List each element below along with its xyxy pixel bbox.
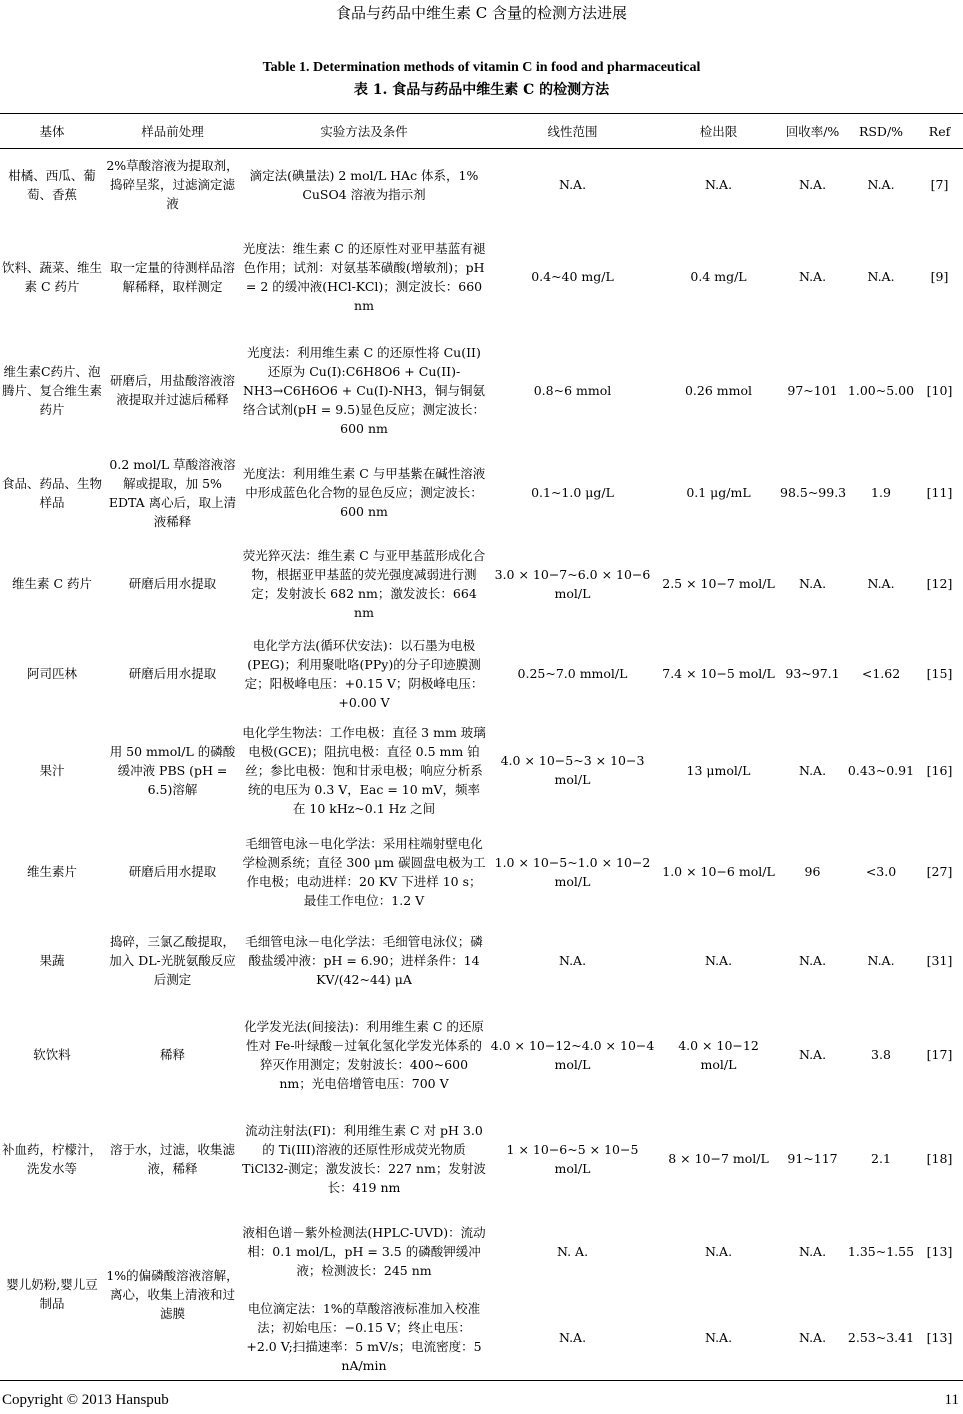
cell-method: 光度法：维生素 C 的还原性对亚甲基蓝有褪色作用；试剂：对氨基苯磺酸(增敏剂)；pH = 2 的缓冲液(HCl-KCl)；测定波长：660 nm xyxy=(242,240,486,313)
cell-rsd: 1.00~5.00 xyxy=(847,382,915,398)
column-header: 回收率/% xyxy=(779,114,846,149)
cell-linear-range: 4.0 × 10−12~4.0 × 10−4 mol/L xyxy=(490,1037,655,1072)
cell-matrix: 软饮料 xyxy=(33,1047,71,1062)
cell-rsd: N.A. xyxy=(867,953,895,968)
cell-detection-limit: 0.1 μg/mL xyxy=(686,485,751,500)
cell-detection-limit: 0.26 mmol xyxy=(684,382,753,398)
cell-rsd: N.A. xyxy=(867,177,895,193)
cell-rsd: <1.62 xyxy=(861,666,901,681)
cell-rsd: N.A. xyxy=(867,576,895,591)
cell-matrix: 果蔬 xyxy=(39,953,65,968)
column-header: 实验方法及条件 xyxy=(241,114,487,149)
cell-ref: [15] xyxy=(926,666,953,681)
cell-detection-limit: 1.0 × 10−6 mol/L xyxy=(662,864,775,879)
table-row xyxy=(0,921,963,1001)
cell-matrix: 柑橘、西瓜、葡萄、香蕉 xyxy=(8,167,96,202)
cell-recovery: N.A. xyxy=(798,269,827,284)
cell-ref: [13] xyxy=(926,1244,953,1259)
table-header-row xyxy=(0,114,963,149)
cell-linear-range: 0.1~1.0 μg/L xyxy=(531,485,614,500)
cell-ref: [31] xyxy=(926,953,953,968)
table-row xyxy=(0,1001,963,1109)
cell-rsd: 1.9 xyxy=(871,485,891,500)
cell-method: 滴定法(碘量法) 2 mol/L HAc 体系，1% CuSO4 溶液为指示剂 xyxy=(249,167,479,202)
cell-method: 荧光猝灭法：维生素 C 与亚甲基蓝形成化合物，根据亚甲基蓝的荧光强度减弱进行测定；发射波长 682 nm；激发波长：664 nm xyxy=(242,547,486,620)
cell-ref: [9] xyxy=(930,269,949,284)
cell-ref: [7] xyxy=(930,177,949,193)
cell-recovery: 96 xyxy=(804,864,821,879)
cell-pretreatment: 溶于水，过滤，收集滤液，稀释 xyxy=(109,1141,235,1176)
cell-method: 光度法：利用维生素 C 与甲基紫在碱性溶液中形成蓝色化合物的显色反应；测定波长：600 nm xyxy=(242,466,486,519)
cell-linear-range: N.A. xyxy=(487,1295,658,1381)
cell-recovery: 97~101 xyxy=(787,382,838,398)
cell-detection-limit: 7.4 × 10−5 mol/L xyxy=(662,666,775,681)
table-row xyxy=(0,333,963,448)
cell-method: 毛细管电泳－电化学法：采用柱端射壁电化学检测系统；直径 300 μm 碳圆盘电极为工作电极；电动进样：20 KV 下进样 10 s；最佳工作电位：1.2 V xyxy=(242,835,486,908)
cell-pretreatment: 研磨后，用盐酸溶液溶液提取并过滤后稀释 xyxy=(109,373,235,407)
table-caption-zh: 表 1. 食品与药品中维生素 C 的检测方法 xyxy=(353,82,610,98)
cell-detection-limit: N.A. xyxy=(704,177,733,193)
cell-linear-range: 0.4~40 mg/L xyxy=(531,269,614,284)
cell-linear-range: 1.0 × 10−5~1.0 × 10−2 mol/L xyxy=(494,854,651,889)
cell-recovery: N.A. xyxy=(798,762,827,778)
cell-recovery: 98.5~99.3 xyxy=(780,485,847,500)
cell-method: 毛细管电泳－电化学法：毛细管电泳仪；磷酸盐缓冲液：pH = 6.90；进样条件：14 KV/(42~44) μA xyxy=(245,934,483,987)
column-header: 样品前处理 xyxy=(104,114,241,149)
table-row xyxy=(0,538,963,630)
cell-pretreatment: 研磨后用水提取 xyxy=(128,666,217,681)
cell-ref: [13] xyxy=(916,1295,963,1381)
cell-method: 液相色谱－紫外检测法(HPLC-UVD)：流动相：0.1 mol/L，pH = 3.5 的磷酸钾缓冲液；检测波长：245 nm xyxy=(242,1225,486,1278)
cell-ref: [16] xyxy=(926,762,953,778)
cell-ref: [10] xyxy=(926,382,953,398)
cell-rsd: 1.35~1.55 xyxy=(847,1244,915,1259)
cell-recovery: N.A. xyxy=(798,177,827,193)
column-header: RSD/% xyxy=(846,114,916,149)
page-header-title: 食品与药品中维生素 C 含量的检测方法进展 xyxy=(335,4,627,22)
column-header: 基体 xyxy=(0,114,104,149)
cell-matrix: 果汁 xyxy=(39,762,65,778)
footer-copyright: Copyright © 2013 Hanspub xyxy=(2,1392,169,1408)
table-row xyxy=(0,448,963,538)
cell-matrix: 饮料、蔬菜、维生素 C 药片 xyxy=(1,259,102,294)
cell-recovery: N.A. xyxy=(798,576,827,591)
column-header: 检出限 xyxy=(658,114,779,149)
cell-recovery: 91~117 xyxy=(787,1151,838,1166)
cell-rsd: 3.8 xyxy=(871,1047,891,1062)
cell-detection-limit: 0.4 mg/L xyxy=(690,269,747,284)
table-row xyxy=(0,149,963,221)
cell-recovery: N.A. xyxy=(798,1244,827,1259)
methods-table xyxy=(0,113,963,1381)
footer-page-number: 11 xyxy=(944,1392,959,1408)
cell-matrix: 食品、药品、生物样品 xyxy=(1,475,102,510)
table-row xyxy=(0,1109,963,1209)
cell-method: 流动注射法(FI)：利用维生素 C 对 pH 3.0 的 Ti(III)溶液的还原性形成荧光物质 TiCl32-测定；激发波长：227 nm；发射波长：419 nm xyxy=(242,1122,486,1195)
cell-matrix: 婴儿奶粉,婴儿豆制品 xyxy=(0,1209,104,1381)
cell-pretreatment: 稀释 xyxy=(159,1047,185,1062)
cell-method: 光度法：利用维生素 C 的还原性将 Cu(II)还原为 Cu(I):C6H8O6 + Cu(II)-NH3→C6H6O6 + Cu(I)-NH3，铜与铜氨络合试剂(pH = 9.5)显色反应；测定波长：600 nm xyxy=(242,344,486,436)
cell-detection-limit: N.A. xyxy=(658,1295,779,1381)
cell-linear-range: 3.0 × 10−7~6.0 × 10−6 mol/L xyxy=(494,566,651,601)
cell-detection-limit: 13 μmol/L xyxy=(686,762,751,778)
cell-rsd: <3.0 xyxy=(865,864,897,879)
cell-rsd: N.A. xyxy=(867,269,895,284)
cell-linear-range: 0.8~6 mmol xyxy=(533,382,612,398)
cell-method: 电位滴定法：1%的草酸溶液标准加入校准法；初始电压：−0.15 V；终止电压：+2.0 V;扫描速率：5 mV/s；电流密度：5 nA/min xyxy=(241,1295,487,1381)
cell-detection-limit: 4.0 × 10−12 mol/L xyxy=(678,1037,759,1072)
cell-ref: [12] xyxy=(926,576,953,591)
cell-pretreatment: 1%的偏磷酸溶液溶解，离心，收集上清液和过滤膜 xyxy=(104,1209,241,1381)
cell-method: 电化学生物法：工作电极：直径 3 mm 玻璃电极(GCE)；阻抗电极：直径 0.5 mm 铂丝；参比电极：饱和甘汞电极；响应分析系统的电压为 0.3 V，Eac = 10 mV，频率在 10 kHz~0.1 Hz 之间 xyxy=(242,724,486,816)
cell-recovery: 93~97.1 xyxy=(785,666,840,681)
cell-pretreatment: 研磨后用水提取 xyxy=(128,864,217,879)
table-caption-en: Table 1. Determination methods of vitamin C in food and pharmaceutical xyxy=(262,60,701,75)
cell-matrix: 补血药，柠檬汁，洗发水等 xyxy=(1,1141,102,1176)
cell-matrix: 维生素C药片、泡腾片、复合维生素药片 xyxy=(1,363,102,417)
cell-linear-range: 0.25~7.0 mmol/L xyxy=(517,666,628,681)
cell-linear-range: N.A. xyxy=(558,177,587,193)
table-row xyxy=(0,718,963,823)
cell-rsd: 2.53~3.41 xyxy=(846,1295,916,1381)
table-row xyxy=(0,221,963,333)
cell-detection-limit: 2.5 × 10−7 mol/L xyxy=(662,576,775,591)
cell-linear-range: N.A. xyxy=(558,953,587,968)
table-row xyxy=(0,630,963,718)
cell-ref: [17] xyxy=(926,1047,953,1062)
table-row xyxy=(0,1209,963,1295)
cell-pretreatment: 研磨后用水提取 xyxy=(128,576,217,591)
cell-linear-range: N. A. xyxy=(556,1244,589,1259)
cell-pretreatment: 捣碎，三氯乙酸提取，加入 DL-光胱氨酸反应后测定 xyxy=(109,934,236,987)
cell-matrix: 维生素片 xyxy=(26,864,77,879)
cell-pretreatment: 取一定量的待测样品溶解稀释，取样测定 xyxy=(109,259,235,294)
cell-ref: [18] xyxy=(926,1151,953,1166)
cell-matrix: 阿司匹林 xyxy=(26,666,77,681)
cell-matrix: 维生素 C 药片 xyxy=(11,576,92,591)
cell-recovery: N.A. xyxy=(779,1295,846,1381)
cell-linear-range: 4.0 × 10−5~3 × 10−3 mol/L xyxy=(500,753,645,787)
cell-ref: [11] xyxy=(926,485,953,500)
column-header: Ref xyxy=(916,114,963,149)
cell-pretreatment: 2%草酸溶液为提取剂，捣碎呈浆，过滤滴定滤液 xyxy=(106,158,239,212)
cell-pretreatment: 用 50 mmol/L 的磷酸缓冲液 PBS (pH = 6.5)溶解 xyxy=(109,743,236,797)
cell-method: 化学发光法(间接法)：利用维生素 C 的还原性对 Fe-叶绿酸－过氧化氢化学发光体系的猝灭作用测定；发射波长：400~600 nm；光电倍增管电压：700 V xyxy=(244,1018,484,1091)
table-row xyxy=(0,823,963,921)
cell-recovery: N.A. xyxy=(798,953,827,968)
cell-method: 电化学方法(循环伏安法)：以石墨为电极(PEG)；利用聚吡咯(PPy)的分子印迹膜测定；阳极峰电压：+0.15 V；阴极峰电压：+0.00 V xyxy=(244,637,484,710)
cell-pretreatment: 0.2 mol/L 草酸溶液溶解或提取，加 5% EDTA 离心后，取上清液稀释 xyxy=(108,456,237,529)
cell-ref: [27] xyxy=(926,864,953,879)
cell-rsd: 2.1 xyxy=(871,1151,891,1166)
cell-detection-limit: 8 × 10−7 mol/L xyxy=(668,1151,769,1166)
cell-recovery: N.A. xyxy=(798,1047,827,1062)
cell-linear-range: 1 × 10−6~5 × 10−5 mol/L xyxy=(506,1141,639,1176)
cell-detection-limit: N.A. xyxy=(704,953,733,968)
column-header: 线性范围 xyxy=(487,114,658,149)
cell-detection-limit: N.A. xyxy=(704,1244,733,1259)
cell-rsd: 0.43~0.91 xyxy=(847,762,915,778)
